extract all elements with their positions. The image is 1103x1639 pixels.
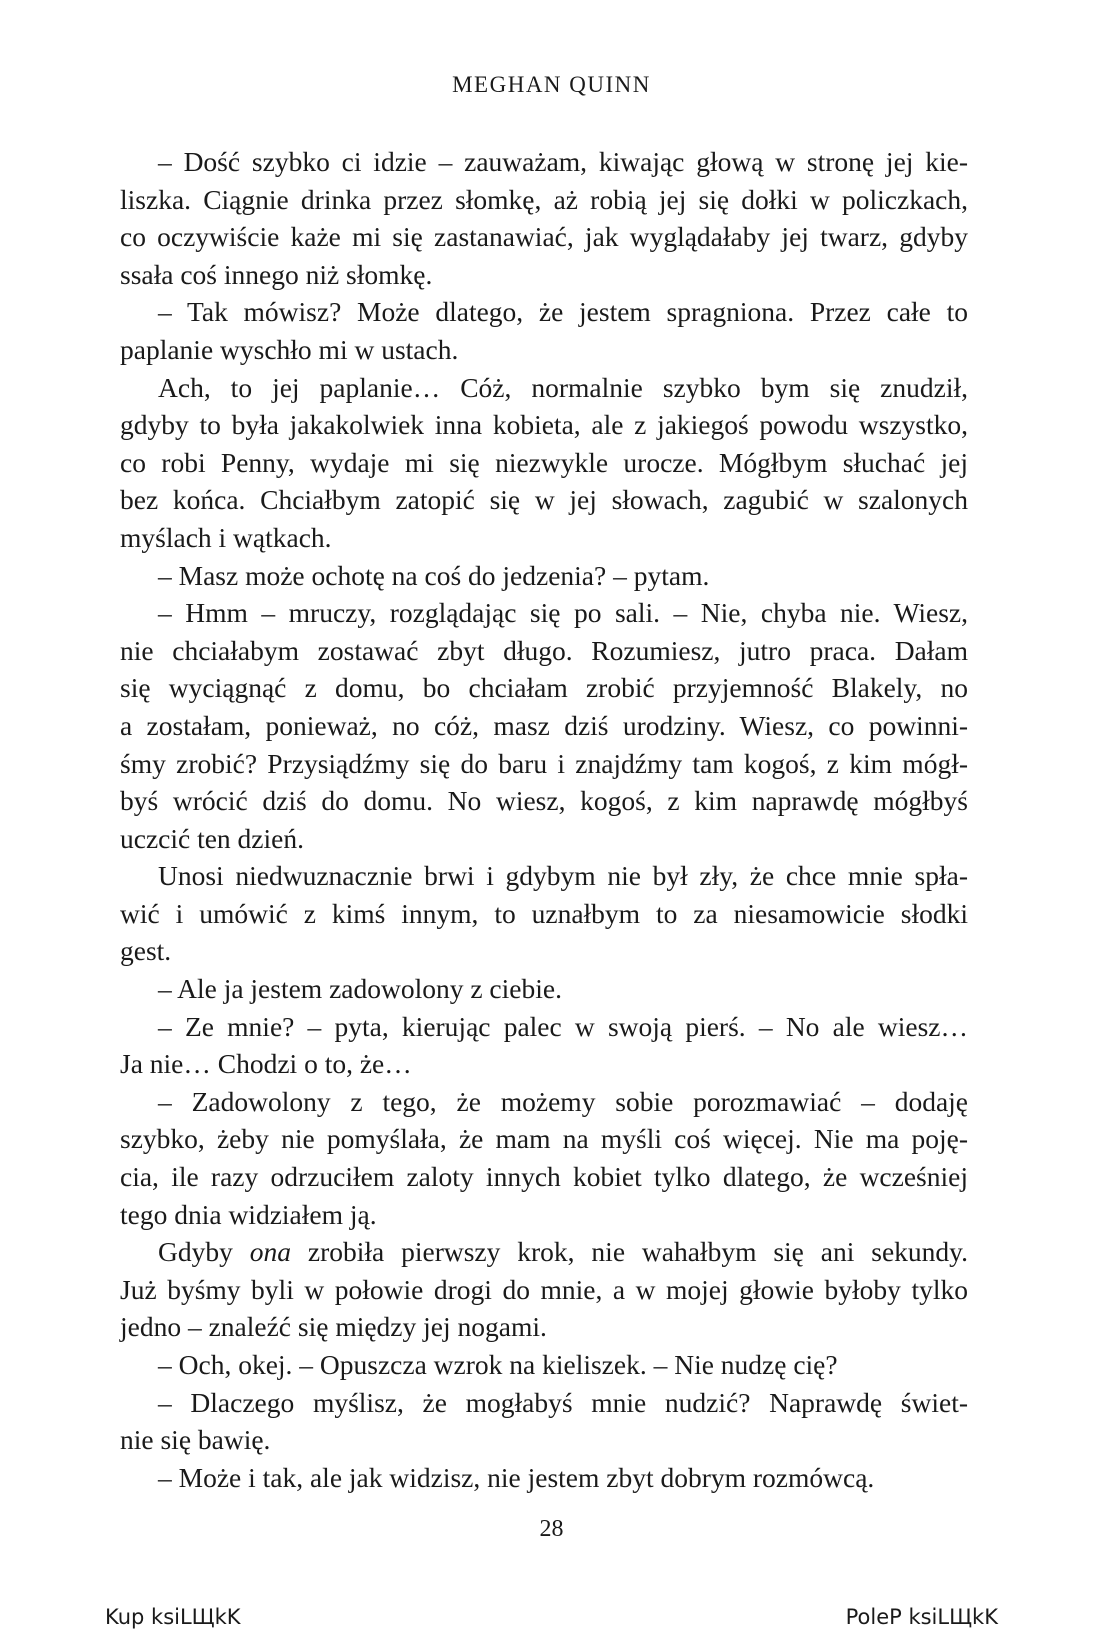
italic-word: ona — [249, 1236, 291, 1268]
running-head: MEGHAN QUINN — [452, 72, 651, 97]
body-text — [120, 143, 968, 1496]
text-line: jedno – znaleźć się między jej nogami. — [120, 1311, 547, 1343]
text-line: gest. — [120, 935, 172, 967]
footer-recommend-book-link[interactable]: PoleP ksiLЩkK — [845, 1605, 998, 1629]
footer-buy-book-link[interactable]: Kup ksiLЩkK — [105, 1605, 241, 1629]
text-line: Gdyby ona zrobiła pierwszy krok, nie wahałbym się ani sekundy. — [158, 1236, 968, 1268]
text-line: – Och, okej. – Opuszcza wzrok na kieliszek. – Nie nudzę cię? — [158, 1349, 838, 1380]
text-line: Już byśmy byli w połowie drogi do mnie, a w mojej głowie byłoby tylko — [120, 1273, 968, 1305]
text-line: Ja nie… Chodzi o to, że… — [120, 1048, 412, 1080]
text-line: gdyby to była jakakolwiek inna kobieta, ale z jakiegoś powodu wszystko, — [120, 409, 968, 441]
text-line: liszka. Ciągnie drinka przez słomkę, aż robią jej się dołki w policzkach, — [120, 183, 968, 215]
text-line: cia, ile razy odrzuciłem zaloty innych kobiet tylko dlatego, że wcześniej — [120, 1161, 968, 1193]
text-line: – Zadowolony z tego, że możemy sobie porozmawiać – dodaję — [158, 1085, 968, 1117]
text-line: – Ze mnie? – pyta, kierując palec w swoją pierś. – No ale wiesz… — [158, 1010, 968, 1042]
text-line: co oczywiście każe mi się zastanawiać, jak wyglądałaby jej twarz, gdyby — [120, 221, 968, 253]
text-line: – Ale ja jestem zadowolony z ciebie. — [158, 973, 562, 1005]
text-line: myślach i wątkach. — [120, 521, 332, 553]
text-line: ssała coś innego niż słomkę. — [120, 258, 433, 290]
text-line: nie się bawię. — [120, 1424, 271, 1456]
text-line: paplanie wyschło mi w ustach. — [120, 333, 459, 365]
text-line: – Hmm – mruczy, rozglądając się po sali. – Nie, chyba nie. Wiesz, — [158, 597, 968, 629]
text-line: tego dnia widziałem ją. — [120, 1198, 377, 1230]
text-line: wić i umówić z kimś innym, to uznałbym to za niesamowicie słodki — [120, 897, 968, 929]
text-line: a zostałam, ponieważ, no cóż, masz dziś urodziny. Wiesz, co powinni- — [120, 709, 968, 741]
text-line: Ach, to jej paplanie… Cóż, normalnie szybko bym się znudził, — [158, 371, 968, 403]
text-line: śmy zrobić? Przysiądźmy się do baru i znajdźmy tam kogoś, z kim mógł- — [120, 747, 968, 779]
text-line: Unosi niedwuznacznie brwi i gdybym nie był zły, że chce mnie spła- — [158, 860, 968, 892]
text-line: uczcić ten dzień. — [120, 822, 304, 854]
page-number: 28 — [539, 1516, 564, 1542]
text-line: co robi Penny, wydaje mi się niezwykle urocze. Mógłbym słuchać jej — [120, 446, 968, 478]
text-line: szybko, żeby nie pomyślała, że mam na myśli coś więcej. Nie ma poję- — [120, 1123, 968, 1155]
text-line: się wyciągnąć z domu, bo chciałam zrobić przyjemność Blakely, no — [120, 672, 968, 704]
text-line: byś wrócić dziś do domu. No wiesz, kogoś, z kim naprawdę mógłbyś — [120, 785, 968, 817]
text-line: – Dlaczego myślisz, że mogłabyś mnie nudzić? Naprawdę świet- — [158, 1386, 968, 1418]
text-line: – Tak mówisz? Może dlatego, że jestem spragniona. Przez całe to — [158, 296, 968, 328]
text-line: – Masz może ochotę na coś do jedzenia? – pytam. — [158, 559, 710, 591]
text-line: bez końca. Chciałbym zatopić się w jej słowach, zagubić w szalonych — [120, 484, 968, 516]
text-line: – Może i tak, ale jak widzisz, nie jestem zbyt dobrym rozmówcą. — [158, 1461, 875, 1493]
text-line: – Dość szybko ci idzie – zauważam, kiwając głową w stronę jej kie- — [158, 146, 968, 177]
text-line: nie chciałabym zostawać zbyt długo. Rozumiesz, jutro praca. Dałam — [120, 634, 968, 666]
